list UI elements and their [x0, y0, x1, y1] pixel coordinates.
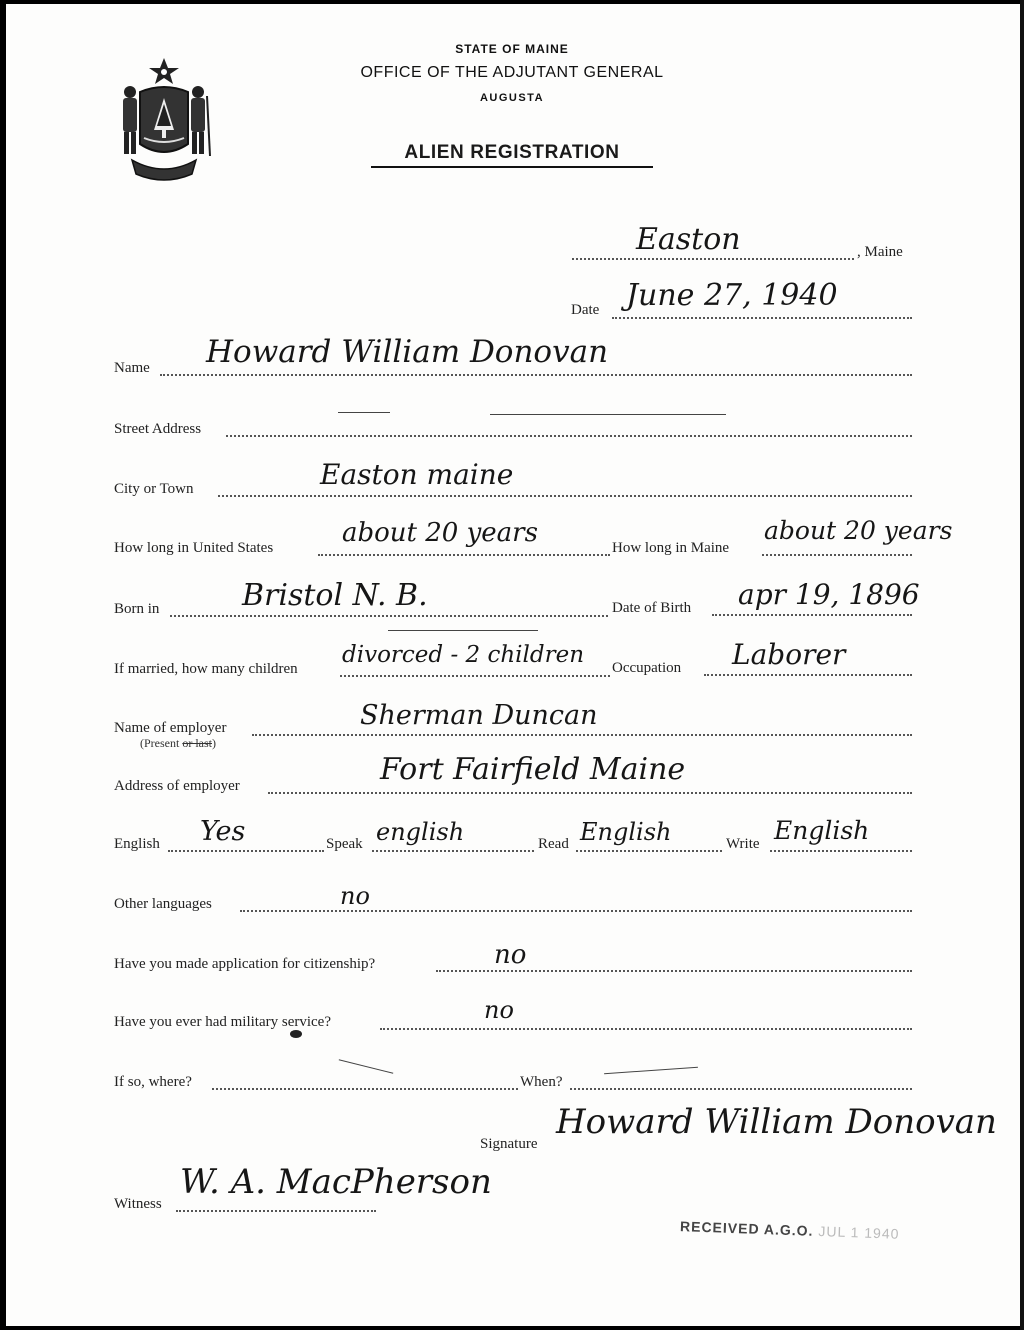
- name-label: Name: [114, 360, 150, 376]
- stamp-date: JUL 1 1940: [818, 1223, 900, 1242]
- where-line: [212, 1088, 518, 1090]
- children-line: [340, 675, 610, 677]
- how-long-us-label: How long in United States: [114, 540, 274, 556]
- employer-address-label: Address of employer: [114, 778, 240, 794]
- street-address-dash-long: [490, 414, 726, 415]
- when-label: When?: [520, 1074, 563, 1090]
- maine-state-seal-icon: [110, 52, 218, 184]
- children-value: divorced - 2 children: [342, 642, 585, 668]
- other-languages-line: [240, 910, 912, 912]
- signature-label: Signature: [480, 1136, 538, 1152]
- when-line: [570, 1088, 912, 1090]
- when-dash: [604, 1067, 698, 1075]
- stamp-text: RECEIVED A.G.O.: [679, 1218, 814, 1239]
- children-label: If married, how many children: [114, 661, 298, 677]
- citizenship-line: [436, 970, 912, 972]
- witness-value: W. A. MacPherson: [180, 1162, 492, 1202]
- how-long-maine-label: How long in Maine: [612, 540, 730, 556]
- employer-address-line: [268, 792, 912, 794]
- speak-label: Speak: [326, 836, 363, 852]
- occupation-line: [704, 674, 912, 676]
- born-in-line: [170, 615, 608, 617]
- born-in-underline: [388, 630, 538, 631]
- date-value: June 27, 1940: [626, 278, 838, 313]
- place-suffix-label: , Maine: [857, 244, 903, 260]
- write-line: [770, 850, 912, 852]
- header-office: OFFICE OF THE ADJUTANT GENERAL: [360, 64, 664, 81]
- how-long-us-line: [318, 554, 610, 556]
- write-label: Write: [726, 836, 760, 852]
- occupation-value: Laborer: [732, 638, 846, 671]
- born-in-label: Born in: [114, 601, 160, 617]
- other-languages-label: Other languages: [114, 896, 212, 912]
- citizenship-label: Have you made application for citizenship?: [114, 956, 376, 972]
- place-line: [572, 258, 854, 260]
- read-value: English: [580, 818, 672, 846]
- how-long-maine-value: about 20 years: [764, 516, 953, 545]
- citizenship-value: no: [494, 940, 527, 970]
- english-label: English: [114, 836, 160, 852]
- read-label: Read: [538, 836, 569, 852]
- english-line: [168, 850, 324, 852]
- name-value: Howard William Donovan: [206, 334, 609, 370]
- header-city: AUGUSTA: [479, 92, 545, 104]
- employer-label: Name of employer: [114, 720, 227, 736]
- date-of-birth-line: [712, 614, 912, 616]
- date-label: Date: [571, 302, 600, 318]
- form-title: ALIEN REGISTRATION: [371, 142, 653, 168]
- write-value: English: [774, 816, 870, 845]
- city-label: City or Town: [114, 481, 194, 497]
- employer-value: Sherman Duncan: [360, 700, 598, 731]
- name-line: [160, 374, 912, 376]
- where-label: If so, where?: [114, 1074, 192, 1090]
- city-value: Easton maine: [320, 458, 514, 491]
- english-value: Yes: [200, 816, 246, 847]
- occupation-label: Occupation: [612, 660, 682, 676]
- military-line: [380, 1028, 912, 1030]
- date-of-birth-label: Date of Birth: [612, 600, 692, 616]
- military-value: no: [484, 996, 514, 1024]
- military-label: Have you ever had military service?: [114, 1014, 331, 1030]
- where-dash: [339, 1059, 394, 1074]
- witness-label: Witness: [114, 1196, 162, 1212]
- born-in-value: Bristol N. B.: [242, 578, 428, 613]
- street-address-line: [226, 435, 912, 437]
- street-address-dash: [338, 412, 390, 413]
- speak-line: [372, 850, 534, 852]
- received-stamp: [680, 1218, 900, 1242]
- employer-note: (Present or last): [140, 736, 216, 750]
- scan-edge-left: [0, 0, 6, 1330]
- other-languages-value: no: [340, 882, 370, 910]
- city-line: [218, 495, 912, 497]
- date-line: [612, 317, 912, 319]
- signature-value: Howard William Donovan: [556, 1102, 997, 1142]
- date-of-birth-value: apr 19, 1896: [738, 578, 920, 611]
- employer-address-value: Fort Fairfield Maine: [380, 752, 686, 787]
- speak-value: english: [376, 818, 465, 846]
- how-long-maine-line: [762, 554, 912, 556]
- employer-line: [252, 734, 912, 736]
- scan-edge-right: [1020, 0, 1024, 1330]
- ink-blot: [290, 1030, 302, 1038]
- street-address-label: Street Address: [114, 421, 202, 437]
- witness-line: [176, 1210, 376, 1212]
- place-value: Easton: [636, 222, 741, 257]
- read-line: [576, 850, 722, 852]
- how-long-us-value: about 20 years: [342, 518, 538, 548]
- header-state: STATE OF MAINE: [455, 42, 569, 56]
